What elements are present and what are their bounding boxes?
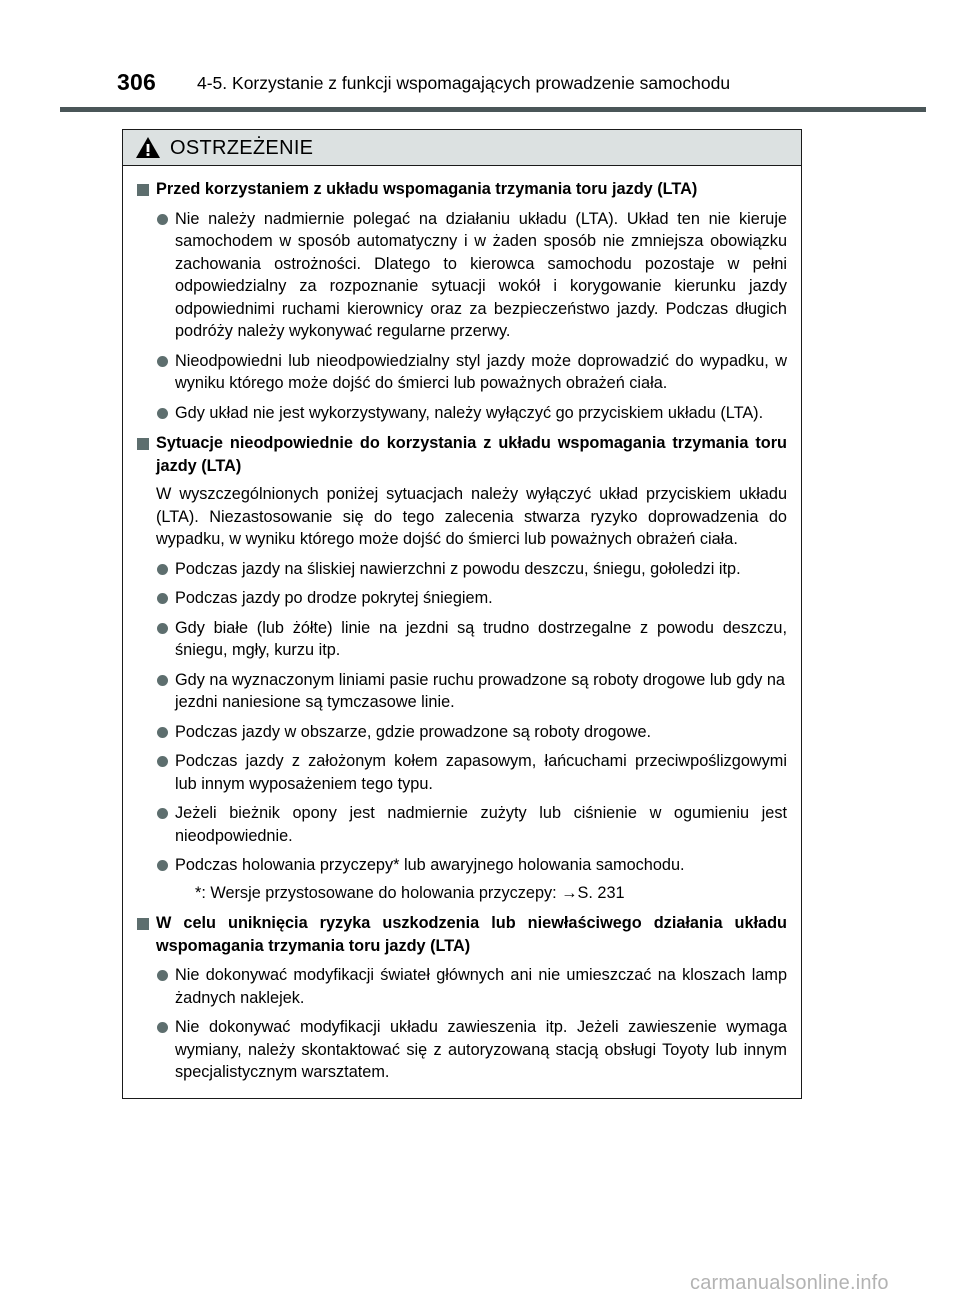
list-item-text: Nie dokonywać modyfikacji układu zawieszenia itp. Jeżeli zawieszenie wymaga wymiany, należy skontaktować się z autoryzowaną stacją obsługi Toyoty lub innym specjalistycznym warsztatem. <box>175 1018 787 1081</box>
list-item <box>157 750 787 795</box>
list-item-text: Podczas jazdy po drodze pokrytej śniegiem. <box>175 589 493 607</box>
section-heading <box>137 178 787 201</box>
list-item-text: Jeżeli bieżnik opony jest nadmiernie zużyty lub ciśnienie w ogumieniu jest nieodpowiednie. <box>175 804 787 845</box>
section-heading-label: Sytuacje nieodpowiednie do korzystania z układu wspomagania trzymania toru jazdy (LTA) <box>156 434 787 475</box>
square-bullet-icon <box>137 918 149 930</box>
list-item <box>157 669 787 714</box>
dot-bullet-icon <box>157 970 168 981</box>
warning-box-header <box>123 130 801 166</box>
dot-bullet-icon <box>157 1022 168 1033</box>
dot-bullet-icon <box>157 808 168 819</box>
page-number: 306 <box>117 69 156 95</box>
square-bullet-icon <box>137 438 149 450</box>
list-item <box>157 558 787 581</box>
warning-label: OSTRZEŻENIE <box>170 136 314 159</box>
dot-bullet-icon <box>157 593 168 604</box>
warning-box <box>122 129 802 1099</box>
list-item-text: Gdy na wyznaczonym liniami pasie ruchu prowadzone są roboty drogowe lub gdy na jezdni naniesione są tymczasowe linie. <box>175 670 785 711</box>
list-item-text: Podczas jazdy w obszarze, gdzie prowadzone są roboty drogowe. <box>175 722 652 741</box>
list-item <box>157 802 787 847</box>
list-item-text: Podczas jazdy z założonym kołem zapasowym, łańcuchami przeciwpoślizgowymi lub innym wyposażeniem tego typu. <box>175 752 787 793</box>
dot-bullet-icon <box>157 356 168 367</box>
dot-bullet-icon <box>157 675 168 686</box>
page-reference-link[interactable]: →S. 231 <box>561 883 625 902</box>
section-heading <box>137 912 787 957</box>
page-title: 4-5. Korzystanie z funkcji wspomagających prowadzenie samochodu <box>197 73 731 93</box>
square-bullet-icon <box>137 184 149 196</box>
list-item <box>157 721 787 744</box>
list-item <box>157 350 787 395</box>
warning-triangle-icon <box>135 136 161 159</box>
list-item <box>157 587 787 610</box>
page-header <box>0 68 960 102</box>
dot-bullet-icon <box>157 756 168 767</box>
list-item-text: Podczas holowania przyczepy* lub awaryjnego holowania samochodu. <box>175 856 685 874</box>
list-item-text: Nieodpowiedni lub nieodpowiedzialny styl jazdy może doprowadzić do wypadku, w wyniku którego może dojść do śmierci lub poważnych obrażeń ciała. <box>175 351 787 392</box>
list-item <box>157 1016 787 1084</box>
list-item-text: Nie należy nadmiernie polegać na działaniu układu (LTA). Układ ten nie kieruje samochodem w sposób automatyczny i w żaden sposób nie zmniejsza obowiązku zachowania ostrożności. Dlatego to kierowca samochodu pozostaje w pełni odpowiedzialny za rozpoznanie sytuacji wokół i korygowanie kierunku jazdy odpowiednimi ruchami kierownicy oraz za bezpieczeństwo jazdy. Podczas długich podróży należy wykonywać regularne przerwy. <box>175 209 787 340</box>
header-divider <box>60 107 926 112</box>
dot-bullet-icon <box>157 727 168 738</box>
list-item-text: Podczas jazdy na śliskiej nawierzchni z powodu deszczu, śniegu, gołoledzi itp. <box>175 559 741 578</box>
section-heading-label: Przed korzystaniem z układu wspomagania trzymania toru jazdy (LTA) <box>156 180 698 198</box>
list-item-text: Gdy białe (lub żółte) linie na jezdni są trudno dostrzegalne z powodu deszczu, śniegu, mgły, kurzu itp. <box>175 618 787 659</box>
warning-box-body <box>123 166 801 1098</box>
section-heading <box>137 432 787 477</box>
list-item <box>157 964 787 1009</box>
site-watermark: carmanualsonline.info <box>690 1272 889 1294</box>
section-intro-paragraph: W wyszczególnionych poniżej sytuacjach należy wyłączyć układ przyciskiem układu (LTA). Niezastosowanie się do tego zalecenia stwarza ryzyko doprowadzenia do wypadku, w wyniku którego może dojść do śmierci lub poważnych obrażeń ciała. <box>156 485 787 548</box>
list-item <box>157 208 787 343</box>
list-item <box>157 402 787 425</box>
list-item <box>157 617 787 662</box>
dot-bullet-icon <box>157 564 168 575</box>
footnote <box>195 882 787 905</box>
dot-bullet-icon <box>157 408 168 419</box>
list-item-text: Gdy układ nie jest wykorzystywany, należy wyłączyć go przyciskiem układu (LTA). <box>175 403 764 422</box>
list-item <box>157 854 787 877</box>
dot-bullet-icon <box>157 214 168 225</box>
dot-bullet-icon <box>157 860 168 871</box>
dot-bullet-icon <box>157 623 168 634</box>
section-heading-label: W celu uniknięcia ryzyka uszkodzenia lub niewłaściwego działania układu wspomagania trzymania toru jazdy (LTA) <box>156 914 787 955</box>
footnote-text: *: Wersje przystosowane do holowania przyczepy: <box>195 883 557 902</box>
list-item-text: Nie dokonywać modyfikacji świateł głównych ani nie umieszczać na kloszach lamp żadnych naklejek. <box>175 966 787 1007</box>
